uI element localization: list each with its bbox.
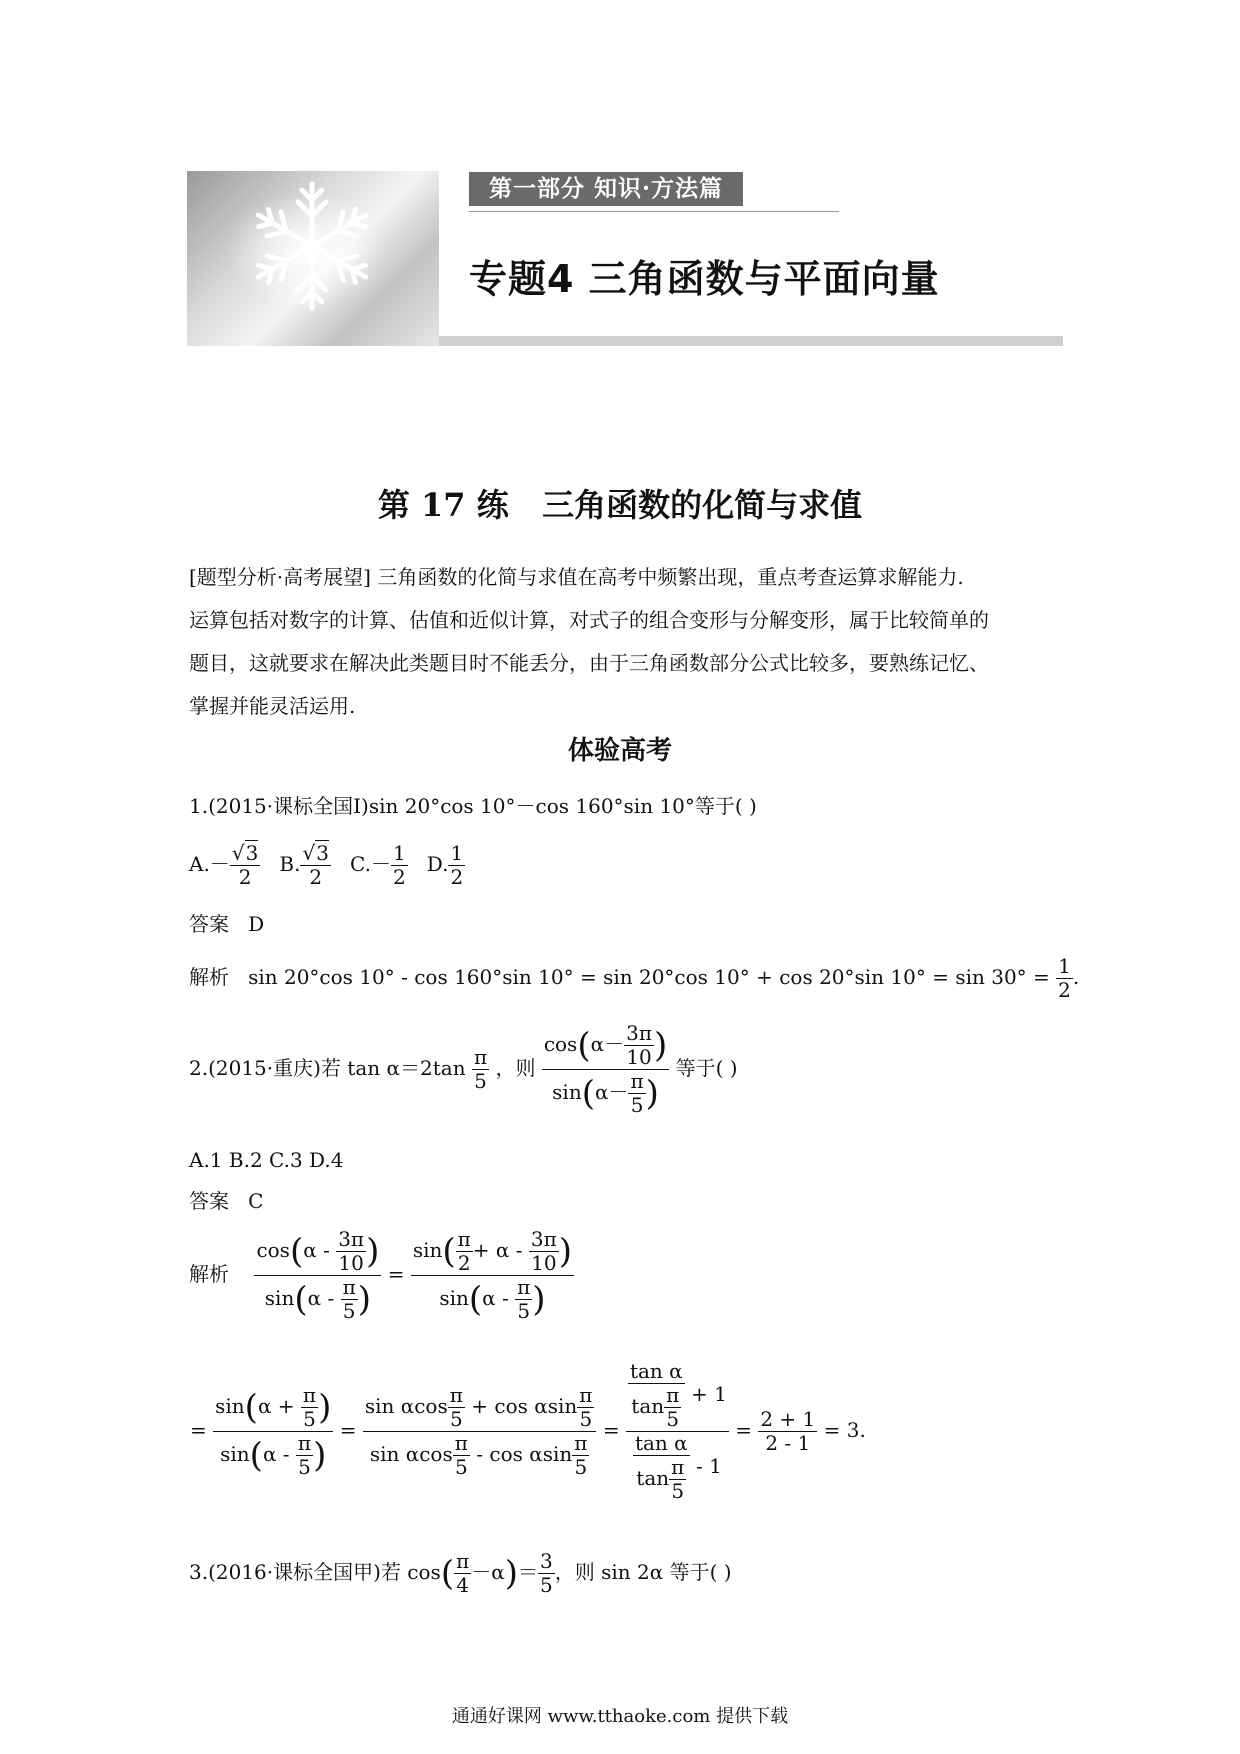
q1-analysis: 解析 sin 20°cos 10° - cos 160°sin 10° = sin 20°cos 10° + cos 20°sin 10° = sin 30° = $\frac{1}{2}$ . [189,954,1080,1002]
footer-text: 通通好课网 www.tthaoke.com 提供下载 [451,1706,789,1727]
intro-line: 掌握并能灵活运用. [189,694,356,718]
q2-options: A.1 B.2 C.3 D.4 [189,1148,344,1172]
q1-option-a: A.－ $\frac{√3}{2}$ [189,841,259,889]
q1-option-d: D. $\frac{1}{2}$ [426,841,464,889]
q2-answer: 答案 C [189,1189,264,1213]
lesson-title: 第 17 练 三角函数的化简与求值 [377,486,863,524]
intro-line: 题目，这就要求在解决此类题目时不能丢分，由于三角函数部分公式比较多，要熟练记忆、 [189,651,989,675]
intro-line: 运算包括对数字的计算、估值和近似计算，对式子的组合变形与分解变形，属于比较简单的 [189,608,989,632]
q1-answer: 答案 D [189,912,265,936]
section-title: 体验高考 [567,736,672,766]
banner-snowflake-image [187,171,439,346]
q2-analysis-step2: = sin(α + $\frac{\pi}{5}$ ) sin(α - $\frac{\pi}{5}$ ) = sin αcos $\frac{\pi}{5}$ + cos αsin $\frac{\pi}{5}$ sin αcos $\frac{\pi}{5}$ - cos αsin $\frac{\pi}{5}$ = tan α tan $\frac{\pi}{5}$ + 1 tan α tan $\frac{\pi}{5}$ - 1 = $\frac{2 + 1}{2 - 1}$ = 3. [190,1359,866,1503]
topic-title: 专题4 三角函数与平面向量 [469,257,940,301]
banner-band [439,336,1063,346]
q1-option-b: B. $\frac{√3}{2}$ [279,841,329,889]
q1-options [189,842,465,889]
q1-stem: 1.(2015·课标全国Ⅰ)sin 20°cos 10°－cos 160°sin 10°等于( ) [189,794,757,818]
q3-stem: 3.(2016·课标全国甲)若 cos( $\frac{\pi}{4}$ －α)＝ $\frac{3}{5}$ ，则 sin 2α 等于( ) [189,1549,732,1597]
intro-line: [题型分析·高考展望] 三角函数的化简与求值在高考中频繁出现，重点考查运算求解能力. [189,565,964,589]
q1-option-c: C.－ $\frac{1}{2}$ [350,841,406,889]
snowflake-icon [237,171,387,321]
part-divider [469,211,839,212]
intro-paragraph [189,556,1057,728]
part-tag: 第一部分 知识·方法篇 [469,172,743,206]
q2-analysis-step1: 解析 cos(α - $\frac{3\pi}{10}$ ) sin(α - $\frac{\pi}{5}$ ) = sin( $\frac{\pi}{2}$ + α - $\frac{3\pi}{10}$ ) sin(α - $\frac{\pi}{5}$ ) [189,1227,573,1323]
q2-stem: 2.(2015·重庆)若 tan α＝2tan $\frac{\pi}{5}$ ，则 cos(α－ $\frac{3\pi}{10}$ ) sin(α－ $\frac{\pi}{5}$ ) 等于( ) [189,1021,738,1117]
